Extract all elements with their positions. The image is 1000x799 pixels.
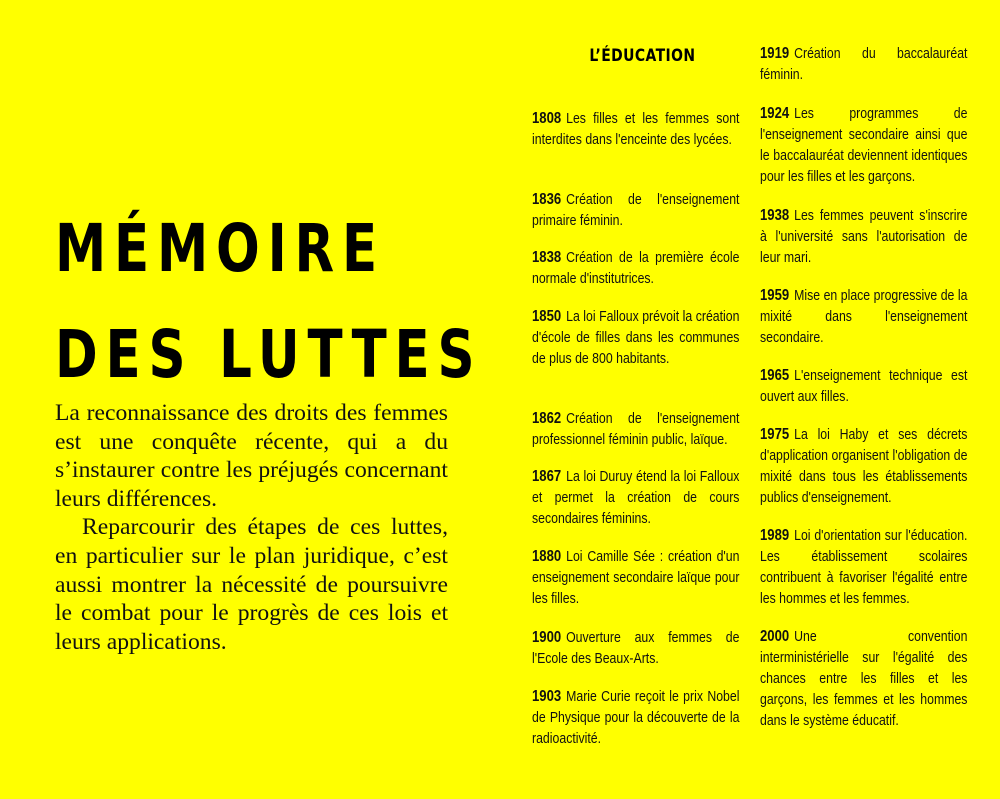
entry-text: Les programmes de l'enseignement secondaire ainsi que le baccalauréat deviennent identiques pour les filles et les garçons. xyxy=(760,105,968,185)
intro-paragraph-1: La reconnaissance des droits des femmes est une conquête récente, qui a du s’instaurer contre les préjugés concernant leurs différences. xyxy=(55,400,448,512)
entry-year: 1836 xyxy=(532,191,562,208)
timeline-entry xyxy=(760,424,967,508)
timeline-column-2 xyxy=(760,0,967,799)
entry-year: 1938 xyxy=(760,207,790,224)
timeline-entry xyxy=(532,627,739,669)
entry-text: Loi d'orientation sur l'éducation. Les établissement scolaires contribuent à favoriser l'égalité entre les hommes et les femmes. xyxy=(760,527,968,607)
entry-year: 1862 xyxy=(532,410,562,427)
timeline-entry xyxy=(532,546,739,609)
entry-year: 1975 xyxy=(760,426,790,443)
intro-text xyxy=(55,399,448,656)
timeline-entry xyxy=(532,306,739,369)
entry-year: 2000 xyxy=(760,628,790,645)
entry-text: La loi Falloux prévoit la création d'école de filles dans les communes de plus de 800 habitants. xyxy=(532,308,740,367)
entry-text: Les femmes peuvent s'inscrire à l'université sans l'autorisation de leur mari. xyxy=(760,207,968,266)
timeline-entry xyxy=(760,103,967,187)
entry-year: 1924 xyxy=(760,105,790,122)
entry-text: La loi Haby et ses décrets d'application organisent l'obligation de mixité dans tous les établissements publics d'enseignement. xyxy=(760,426,968,506)
timeline-entry xyxy=(532,466,739,529)
entry-text: Création de l'enseignement professionnel féminin public, laïque. xyxy=(532,410,740,448)
timeline-entry xyxy=(760,43,967,85)
entry-text: Création de l'enseignement primaire féminin. xyxy=(532,191,740,229)
timeline-entry xyxy=(760,285,967,348)
timeline-entry xyxy=(760,525,967,609)
entry-text: Les filles et les femmes sont interdites dans l'enceinte des lycées. xyxy=(532,110,740,148)
entry-text: Création de la première école normale d'institutrices. xyxy=(532,249,740,287)
intro-paragraph-2: Reparcourir des étapes de ces luttes, en particulier sur le plan juridique, c’est aussi montrer la nécessité de poursuivre le combat pour le progrès de ces lois et leurs applications. xyxy=(55,514,448,655)
timeline-entry xyxy=(532,686,739,749)
timeline-entry xyxy=(760,205,967,268)
entry-year: 1838 xyxy=(532,249,562,266)
timeline-column-1 xyxy=(532,0,739,799)
entry-text: Création du baccalauréat féminin. xyxy=(760,45,968,83)
title-line-1: MÉMOIRE xyxy=(55,210,385,287)
entry-text: Marie Curie reçoit le prix Nobel de Physique pour la découverte de la radioactivité. xyxy=(532,688,740,747)
timeline-entry xyxy=(760,365,967,407)
entry-year: 1965 xyxy=(760,367,790,384)
entry-year: 1900 xyxy=(532,629,562,646)
entry-year: 1867 xyxy=(532,468,562,485)
timeline-entry xyxy=(532,408,739,450)
entry-text: Loi Camille Sée : création d'un enseignement secondaire laïque pour les filles. xyxy=(532,548,740,607)
entry-year: 1903 xyxy=(532,688,562,705)
entry-year: 1919 xyxy=(760,45,790,62)
entry-year: 1880 xyxy=(532,548,562,565)
entry-year: 1989 xyxy=(760,527,790,544)
timeline-entry xyxy=(532,108,739,150)
entry-year: 1959 xyxy=(760,287,790,304)
timeline-entry xyxy=(532,189,739,231)
entry-text: Une convention interministérielle sur l'égalité des chances entre les filles et les garçons, les femmes et les hommes dans le système éducatif. xyxy=(760,628,968,729)
timeline-entry xyxy=(532,247,739,289)
entry-year: 1850 xyxy=(532,308,562,325)
entry-text: Ouverture aux femmes de l'Ecole des Beaux-Arts. xyxy=(532,629,740,667)
timeline-entry xyxy=(760,626,967,731)
entry-text: Mise en place progressive de la mixité dans l'enseignement secondaire. xyxy=(760,287,968,346)
title-line-2: DES LUTTES xyxy=(55,316,483,393)
entry-year: 1808 xyxy=(532,110,562,127)
section-heading: L’ÉDUCATION xyxy=(589,46,696,66)
page-title xyxy=(55,196,483,408)
entry-text: L'enseignement technique est ouvert aux filles. xyxy=(760,367,968,405)
entry-text: La loi Duruy étend la loi Falloux et permet la création de cours secondaires féminins. xyxy=(532,468,740,527)
